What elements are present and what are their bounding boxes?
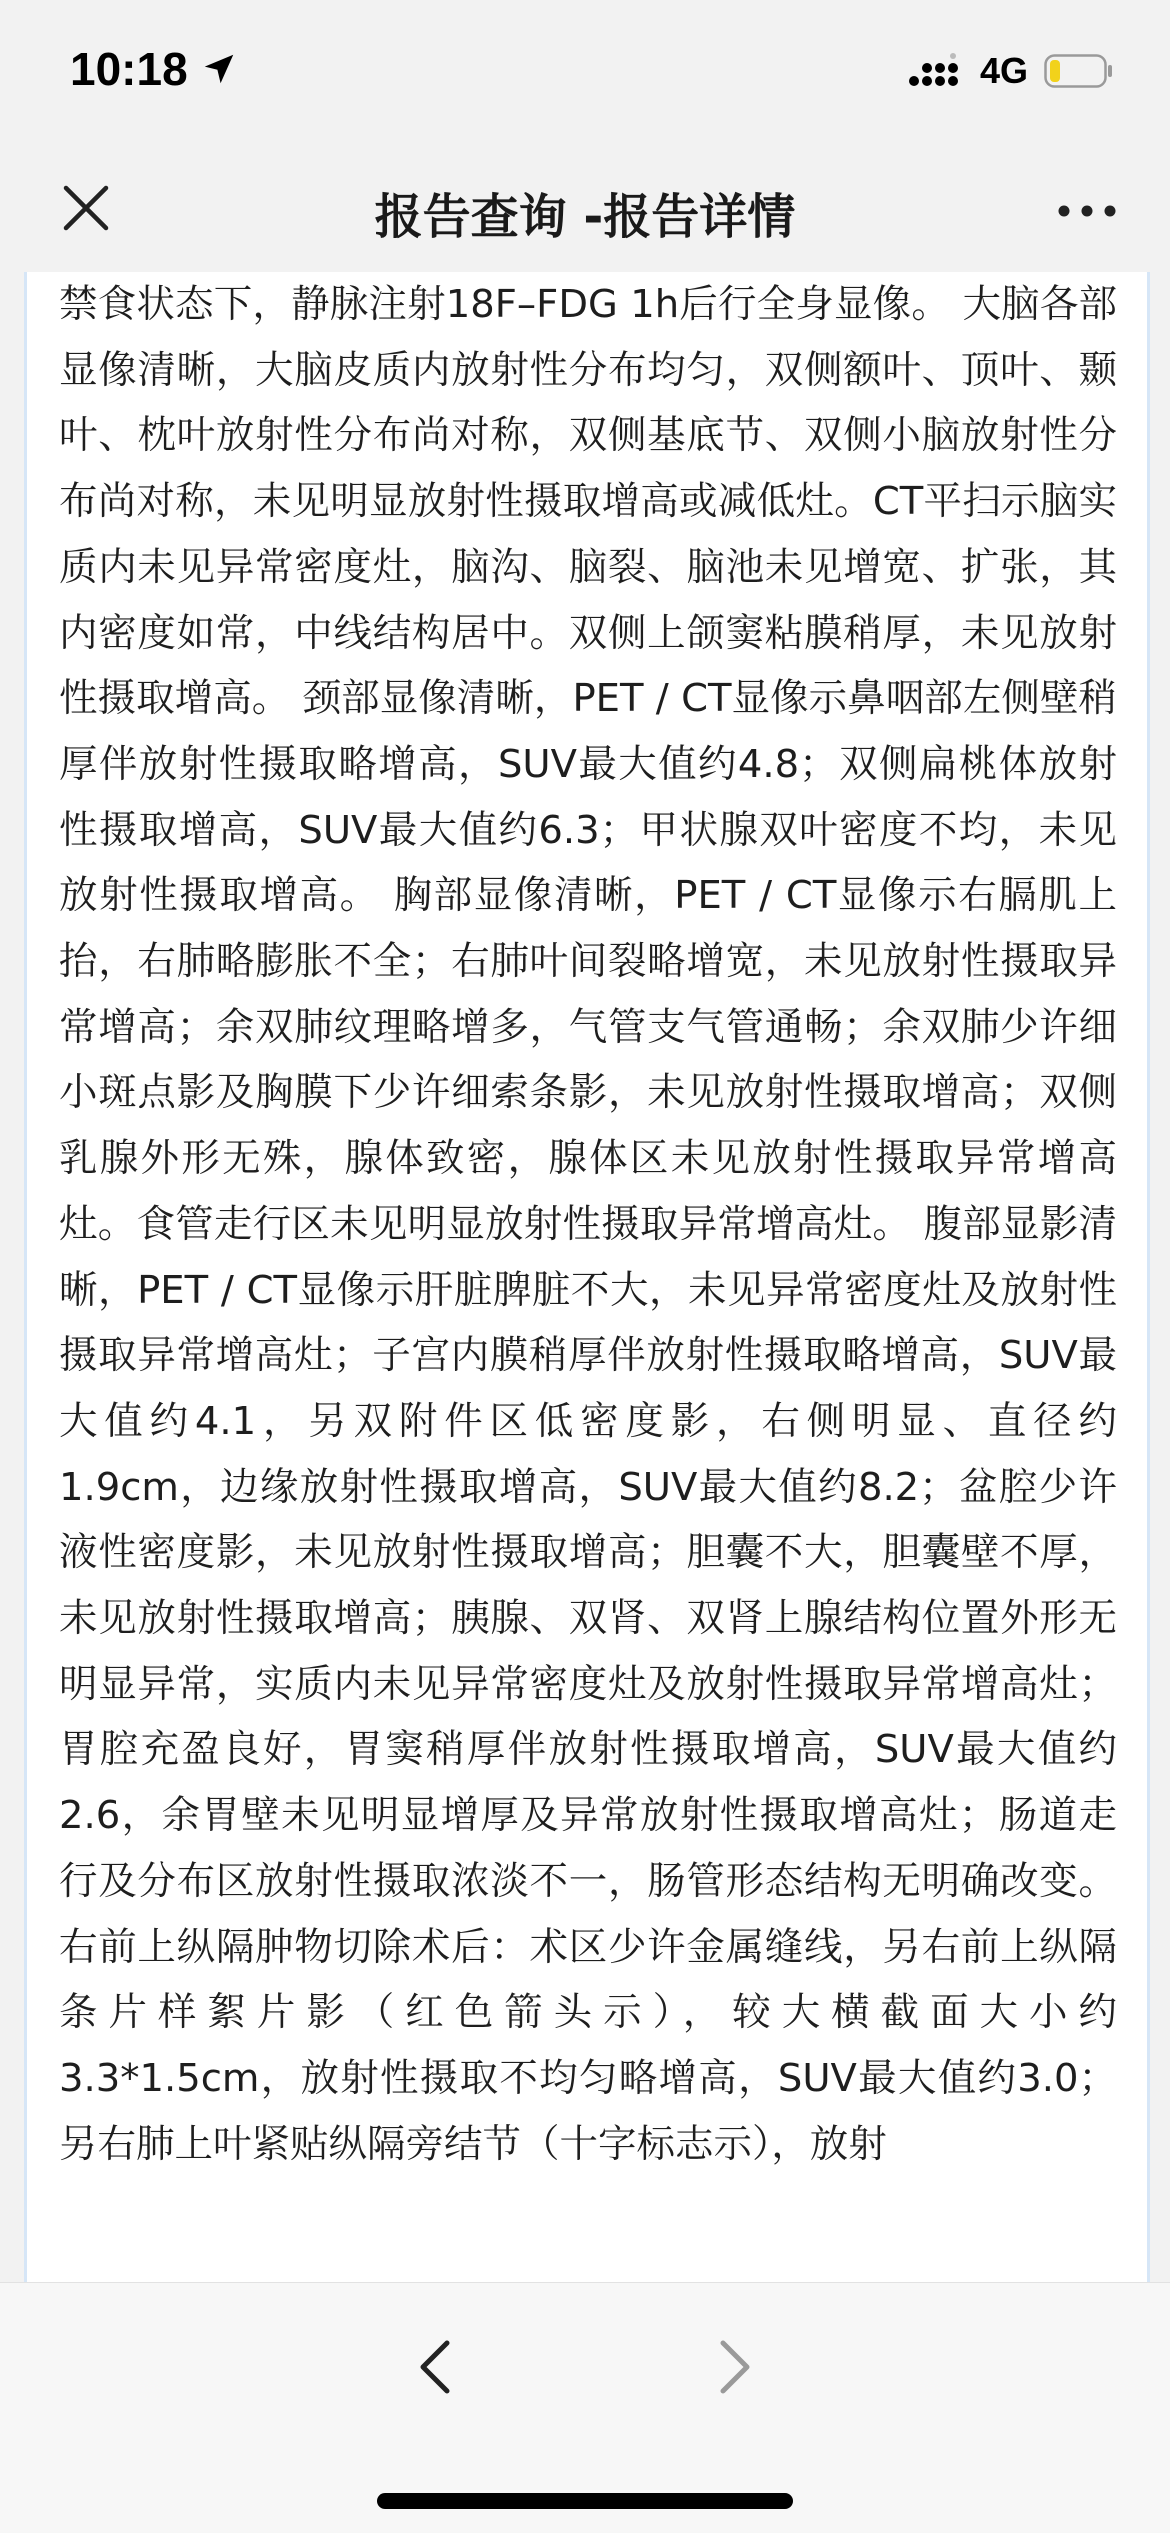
signal-icon <box>908 53 964 89</box>
chevron-left-icon <box>415 2337 455 2397</box>
status-time-text: 10:18 <box>70 43 188 95</box>
status-right-group <box>908 50 1114 92</box>
report-content-panel[interactable] <box>24 272 1150 2282</box>
status-bar <box>0 0 1170 150</box>
more-icon <box>1057 204 1117 218</box>
battery-low-icon <box>1044 54 1114 88</box>
chevron-right-icon <box>715 2337 755 2397</box>
home-indicator[interactable] <box>377 2493 793 2509</box>
location-arrow-icon <box>200 50 238 88</box>
status-time <box>70 42 238 96</box>
nav-bar <box>0 150 1170 272</box>
forward-button[interactable] <box>700 2327 770 2407</box>
more-button[interactable] <box>1052 186 1122 236</box>
page-title: 报告查询 -报告详情 <box>374 189 796 245</box>
back-button[interactable] <box>400 2327 470 2407</box>
network-label: 4G <box>979 50 1028 91</box>
report-text: 禁食状态下，静脉注射18F–FDG 1h后行全身显像。 大脑各部显像清晰，大脑皮质内放射性分布均匀，双侧额叶、顶叶、颞叶、枕叶放射性分布尚对称，双侧基底节、双侧小脑放射性分布尚对称，未见明显放射性摄取增高或减低灶。CT平扫示脑实质内未见异常密度灶，脑沟、脑裂、脑池未见增宽、扩张，其内密度如常，中线结构居中。双侧上颌窦粘膜稍厚，未见放射性摄取增高。 颈部显像清晰，PET / CT显像示鼻咽部左侧壁稍厚伴放射性摄取略增高，SUV最大值约4.8；双侧扁桃体放射性摄取增高，SUV最大值约6.3；甲状腺双叶密度不均，未见放射性摄取增高。 胸部显像清晰，PET / CT显像示右膈肌上抬，右肺略膨胀不全；右肺叶间裂略增宽，未见放射性摄取异常增高；余双肺纹理略增多，气管支气管通畅；余双肺少许细小斑点影及胸膜下少许细索条影，未见放射性摄取增高；双侧乳腺外形无殊，腺体致密，腺体区未见放射性摄取异常增高灶。食管走行区未见明显放射性摄取异常增高灶。 腹部显影清晰，PET / CT显像示肝脏脾脏不大，未见异常密度灶及放射性摄取异常增高灶；子宫内膜稍厚伴放射性摄取略增高，SUV最大值约4.1，另双附件区低密度影，右侧明显、直径约1.9cm，边缘放射性摄取增高，SUV最大值约8.2；盆腔少许液性密度影，未见放射性摄取增高；胆囊不大，胆囊壁不厚，未见放射性摄取增高；胰腺、双肾、双肾上腺结构位置外形无明显异常，实质内未见异常密度灶及放射性摄取异常增高灶；胃腔充盈良好，胃窦稍厚伴放射性摄取增高，SUV最大值约2.6，余胃壁未见明显增厚及异常放射性摄取增高灶；肠道走行及分布区放射性摄取浓淡不一，肠管形态结构无明确改变。 右前上纵隔肿物切除术后：术区少许金属缝线，另右前上纵隔条片样絮片影（红色箭头示），较大横截面大小约3.3*1.5cm，放射性摄取不均匀略增高，SUV最大值约3.0；另右肺上叶紧贴纵隔旁结节（十字标志示），放射 <box>59 282 1117 2167</box>
bottom-toolbar <box>0 2282 1170 2533</box>
